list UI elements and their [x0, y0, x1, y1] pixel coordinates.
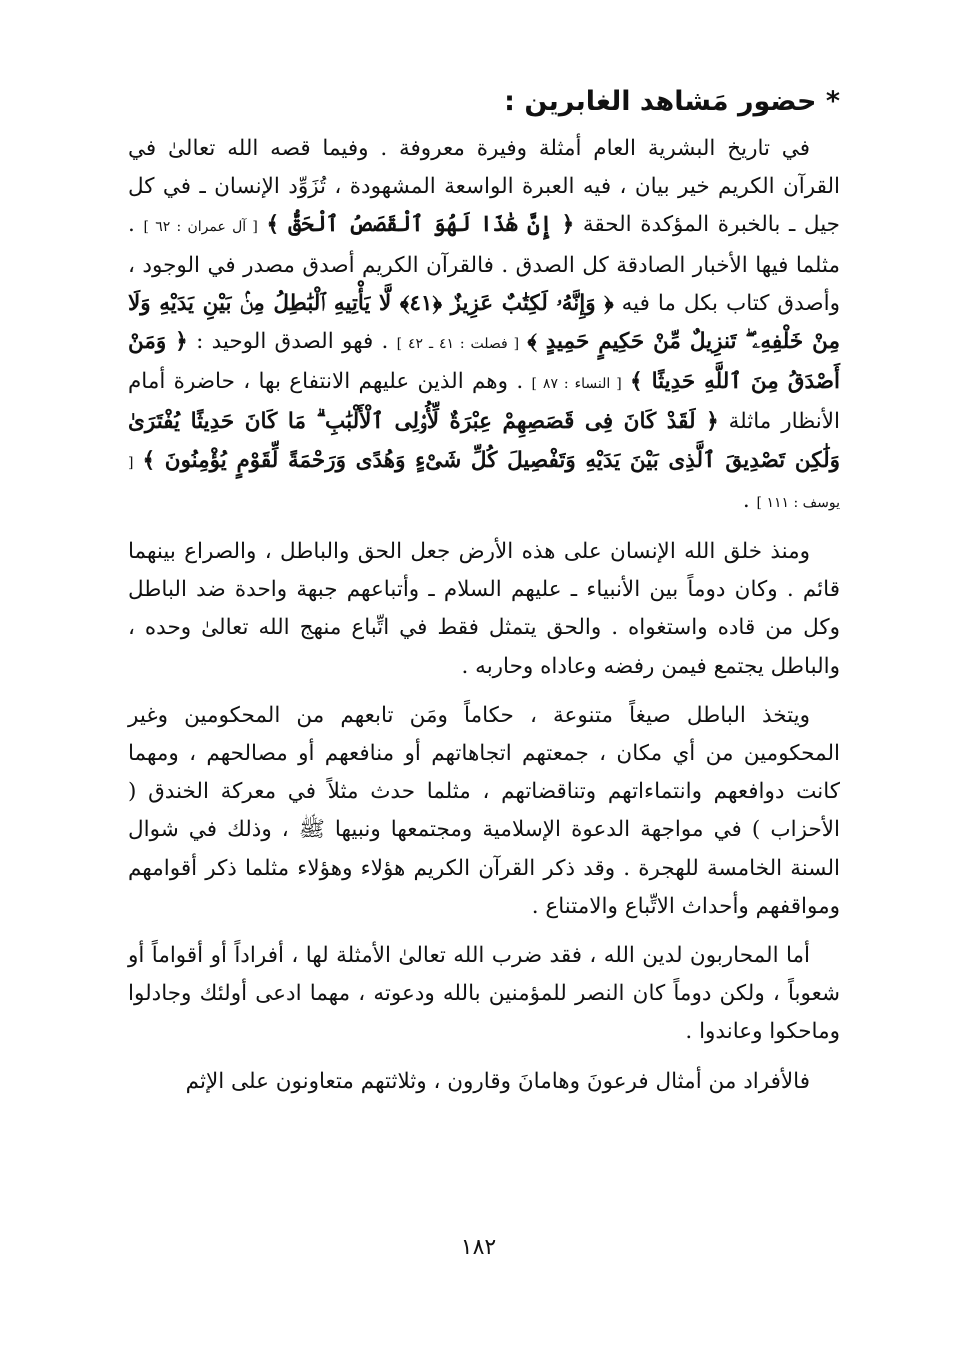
p1-text-4: . وهم الذين عليهم الانتفاع بها ، حاضرة أمام الأنظار ماثلة — [128, 369, 841, 435]
p1-text-1: في تاريخ البشرية العام أمثلة وفيرة معروفة . وفيما قصه الله تعالىٰ في القرآن الكريم خير بيان ، فيه العبرة الواسعة المشهودة ، تُزَوِّد الإنسان ـ في كل جيل ـ بالخبرة المؤكدة الحقة — [128, 136, 840, 238]
verse-reference-1: [ آل عمران : ٦٢ ] — [143, 219, 258, 236]
page-body — [128, 82, 840, 1112]
quran-verse-4: ﴿ لَقَدْ كَانَ فِى قَصَصِهِمْ عِبْرَةٌ لِّأُو۟لِى ٱلْأَلْبَٰبِ ۗ مَا كَانَ حَدِيثًا يُفْتَرَىٰ وَلَٰكِن تَصْدِيقَ ٱلَّذِى بَيْنَ يَدَيْهِ وَتَفْصِيلَ كُلِّ شَىْءٍ وَهُدًى وَرَحْمَةً لِّقَوْمٍ يُؤْمِنُونَ ﴾ — [128, 409, 840, 473]
verse-reference-4: [ يوسف : ١١١ ] — [128, 454, 840, 511]
verse-reference-3: [ النساء : ٨٧ ] — [531, 376, 622, 393]
quran-verse-2: ﴿ وَإِنَّهُۥ لَكِتَٰبٌ عَزِيزٌ ﴿٤١﴾ لَّا يَأْتِيهِ ٱلْبَٰطِلُ مِنۢ بَيْنِ يَدَيْهِ وَلَا مِنْ خَلْفِهِۦ ۖ تَنزِيلٌ مِّنْ حَكِيمٍ حَمِيدٍ ﴾ — [128, 290, 840, 355]
p1-text-3: . فهو الصدق الوحيد : — [196, 329, 389, 355]
p1-text-2: . مثلما فيها الأخبار الصادقة كل الصدق . فالقرآن الكريم أصدق مصدر في الوجود ، وأصدق كتاب بكل ما فيه — [128, 212, 840, 316]
paragraph-4: أما المحاربون لدين الله ، فقد ضرب الله تعالىٰ الأمثلة لها ، أفراداً أو أقواماً أو شعوباً ، ولكن دوماً كان النصر للمؤمنين بالله ودعوته ، مهما ادعى أولئك وجادلوا وماحكوا وعاندوا . — [128, 943, 840, 1045]
paragraph-3: ويتخذ الباطل صيغاً متنوعة ، حكاماً ومَن تابعهم من المحكومين وغير المحكومين من أي مكان ، جمعتهم اتجاهاتهم أو منافعهم أو مصالحهم ، ومهما كانت دوافعهم وانتماءاتهم وتناقضاتهم ، مثلما حدث مثلاً في معركة الخندق ( الأحزاب ) في مواجهة الدعوة الإسلامية ومجتمعها ونبيها ﷺ ، وذلك في شوال السنة الخامسة للهجرة . وقد ذكر القرآن الكريم هؤلاء وهؤلاء مثلما ذكر أقوامهم ومواقفهم وأحداث الاتِّباع والامتناع . — [128, 702, 840, 919]
paragraph-1 — [128, 130, 840, 522]
quran-verse-3: ﴿ وَمَنْ أَصْدَقُ مِنَ ٱللَّهِ حَدِيثًا ﴾ — [128, 329, 840, 395]
paragraph-2: ومنذ خلق الله الإنسان على هذه الأرض جعل الحق والباطل ، والصراع بينهما قائم . وكان دوماً بين الأنبياء ـ عليهم السلام ـ وأتباعهم جبهة واحدة ضد الباطل وكل من قاده واستغواه . والحق يتمثل فقط في اتِّباع منهج الله تعالىٰ وحده ، والباطل يجتمع فيمن رفضه وعاداه وحاربه . — [128, 539, 840, 679]
quran-verse-1: ﴿ إِنَّ هَٰذَا لَهُوَ ٱلْقَصَصُ ٱلْحَقُّ ﴾ — [266, 212, 575, 238]
paragraph-5: فالأفراد من أمثال فرعونَ وهامانَ وقارون ، وثلاثتهم متعاونون على الإثم — [185, 1068, 810, 1094]
verse-reference-2: [ فصلت : ٤١ ـ ٤٢ ] — [396, 336, 520, 353]
p1-text-5: . — [742, 487, 750, 513]
page-number: ١٨٢ — [460, 1235, 497, 1260]
section-heading: * حضور مَشاهد الغابرين : — [504, 86, 840, 117]
